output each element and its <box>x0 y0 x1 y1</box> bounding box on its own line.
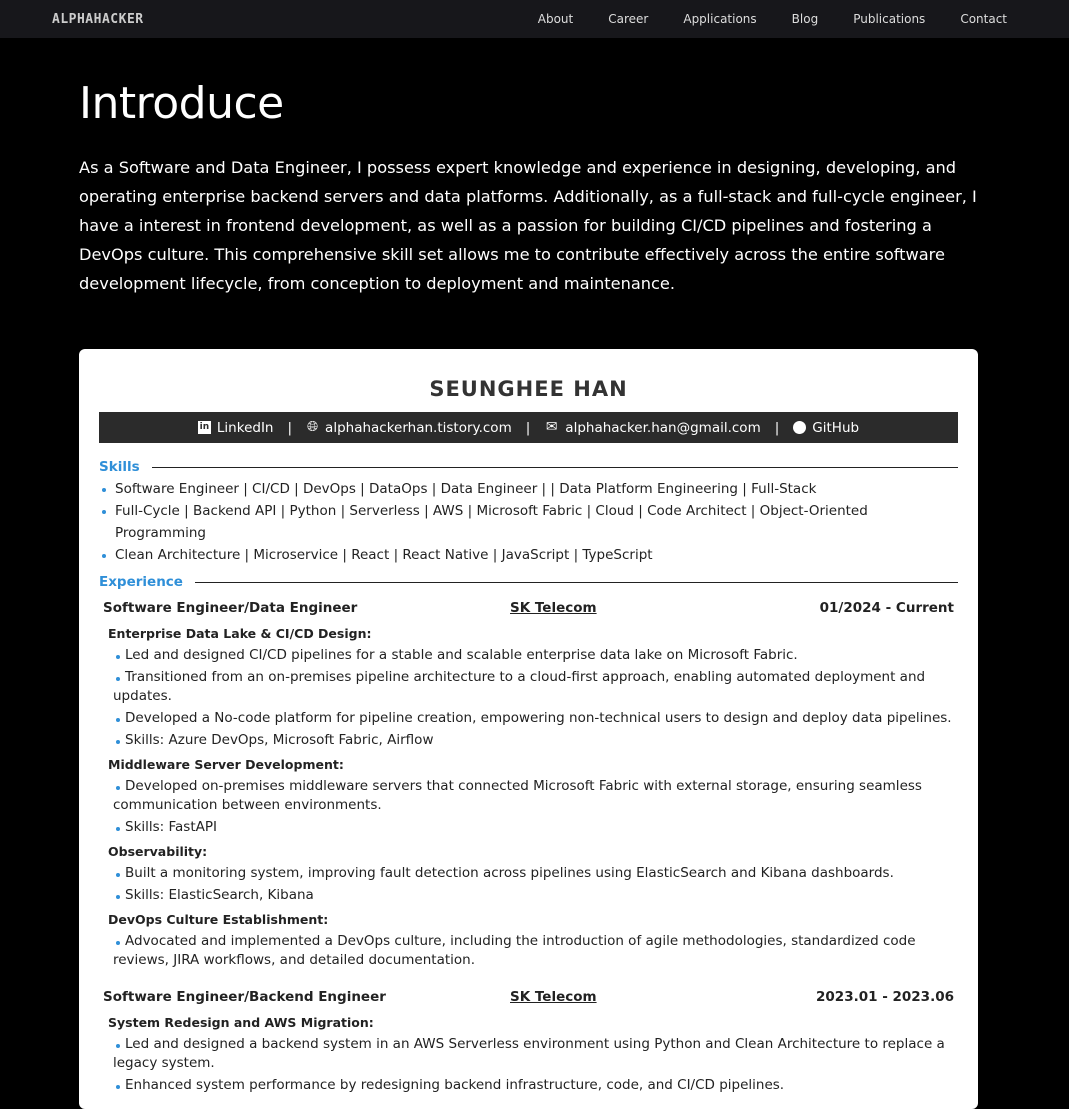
experience-item: Led and designed CI/CD pipelines for a stable and scalable enterprise data lake on Microsoft Fabric. <box>99 644 958 666</box>
nav-contact[interactable]: Contact <box>960 12 1007 26</box>
linkedin-link[interactable]: in LinkedIn <box>199 419 274 436</box>
envelope-icon: ✉ <box>545 419 558 435</box>
separator: | <box>287 419 293 436</box>
email-link[interactable]: ✉ alphahacker.han@gmail.com <box>545 419 761 436</box>
section-heading: Observability: <box>108 844 208 859</box>
experience-list <box>99 596 958 1096</box>
experience-item: Developed a No-code platform for pipeline creation, empowering non-technical users to design and deploy data pipelines. <box>99 707 958 729</box>
site-logo[interactable]: ALPHAHACKER <box>52 11 144 27</box>
job-entry <box>99 596 958 971</box>
company-link[interactable]: SK Telecom <box>510 989 597 1005</box>
experience-item: Transitioned from an on-premises pipeline architecture to a cloud-first approach, enabling automated deployment and updates. <box>99 666 958 707</box>
skill-item: Full-Cycle | Backend API | Python | Serverless | AWS | Microsoft Fabric | Cloud | Code Architect | Object-Oriented Programming <box>99 500 958 544</box>
job-header <box>99 596 958 620</box>
intro-text: As a Software and Data Engineer, I possess expert knowledge and experience in designing, developing, and operating enterprise backend servers and data platforms. Additionally, as a full-stack and full-cycle engineer, I have a interest in frontend development, as well as a passion for building CI/CD pipelines and fostering a DevOps culture. This comprehensive skill set allows me to contribute effectively across the entire software development lifecycle, from conception to deployment and maintenance. <box>79 158 977 293</box>
nav-career[interactable]: Career <box>608 12 649 26</box>
nav-applications[interactable]: Applications <box>683 12 757 26</box>
section-heading: Middleware Server Development: <box>108 757 344 772</box>
job-title: Software Engineer/Data Engineer <box>103 600 358 616</box>
github-icon <box>793 421 806 434</box>
divider <box>152 467 958 468</box>
experience-heading: Experience <box>99 574 958 590</box>
section-list <box>99 775 958 838</box>
skills-list <box>99 478 958 566</box>
skill-item: Clean Architecture | Microservice | React | React Native | JavaScript | TypeScript <box>99 544 958 566</box>
experience-item: Advocated and implemented a DevOps culture, including the introduction of agile methodologies, standardized code reviews, JIRA workflows, and detailed documentation. <box>99 930 958 971</box>
nav-menu <box>538 12 1007 26</box>
section-list <box>99 644 958 751</box>
nav-publications[interactable]: Publications <box>853 12 926 26</box>
nav-blog[interactable]: Blog <box>791 12 819 26</box>
blog-link[interactable]: 🌐︎ alphahackerhan.tistory.com <box>306 419 512 436</box>
separator: | <box>774 419 780 436</box>
section-heading: System Redesign and AWS Migration: <box>108 1015 374 1030</box>
contact-bar <box>99 412 958 443</box>
job-header <box>99 985 958 1009</box>
experience-item: Led and designed a backend system in an AWS Serverless environment using Python and Clean Architecture to replace a legacy system. <box>99 1033 958 1074</box>
skill-item: Software Engineer | CI/CD | DevOps | DataOps | Data Engineer | | Data Platform Engineering | Full-Stack <box>99 478 958 500</box>
section-list <box>99 930 958 971</box>
job-entry <box>99 985 958 1096</box>
experience-item: Skills: FastAPI <box>99 816 958 838</box>
job-title: Software Engineer/Backend Engineer <box>103 989 386 1005</box>
divider <box>195 582 958 583</box>
experience-item: Built a monitoring system, improving fault detection across pipelines using ElasticSearch and Kibana dashboards. <box>99 862 958 884</box>
section-list <box>99 1033 958 1096</box>
job-period: 2023.01 - 2023.06 <box>816 989 954 1005</box>
page-title: Introduce <box>79 78 284 129</box>
job-period: 01/2024 - Current <box>819 600 954 616</box>
section-list <box>99 862 958 906</box>
company-link[interactable]: SK Telecom <box>510 600 597 616</box>
section-heading: DevOps Culture Establishment: <box>108 912 329 927</box>
section-heading: Enterprise Data Lake & CI/CD Design: <box>108 626 372 641</box>
experience-item: Skills: ElasticSearch, Kibana <box>99 884 958 906</box>
github-link[interactable]: GitHub <box>793 420 859 436</box>
resume-name: SEUNGHEE HAN <box>429 377 628 401</box>
experience-item: Skills: Azure DevOps, Microsoft Fabric, Airflow <box>99 729 958 751</box>
linkedin-icon: in <box>199 422 210 432</box>
nav-about[interactable]: About <box>537 12 574 26</box>
globe-icon: 🌐︎ <box>306 419 319 435</box>
skills-heading: Skills <box>99 459 958 475</box>
separator: | <box>525 419 531 436</box>
experience-item: Enhanced system performance by redesigning backend infrastructure, code, and CI/CD pipelines. <box>99 1074 958 1096</box>
resume-card <box>79 349 978 1109</box>
top-nav <box>0 0 1069 38</box>
experience-item: Developed on-premises middleware servers that connected Microsoft Fabric with external storage, ensuring seamless communication between environments. <box>99 775 958 816</box>
